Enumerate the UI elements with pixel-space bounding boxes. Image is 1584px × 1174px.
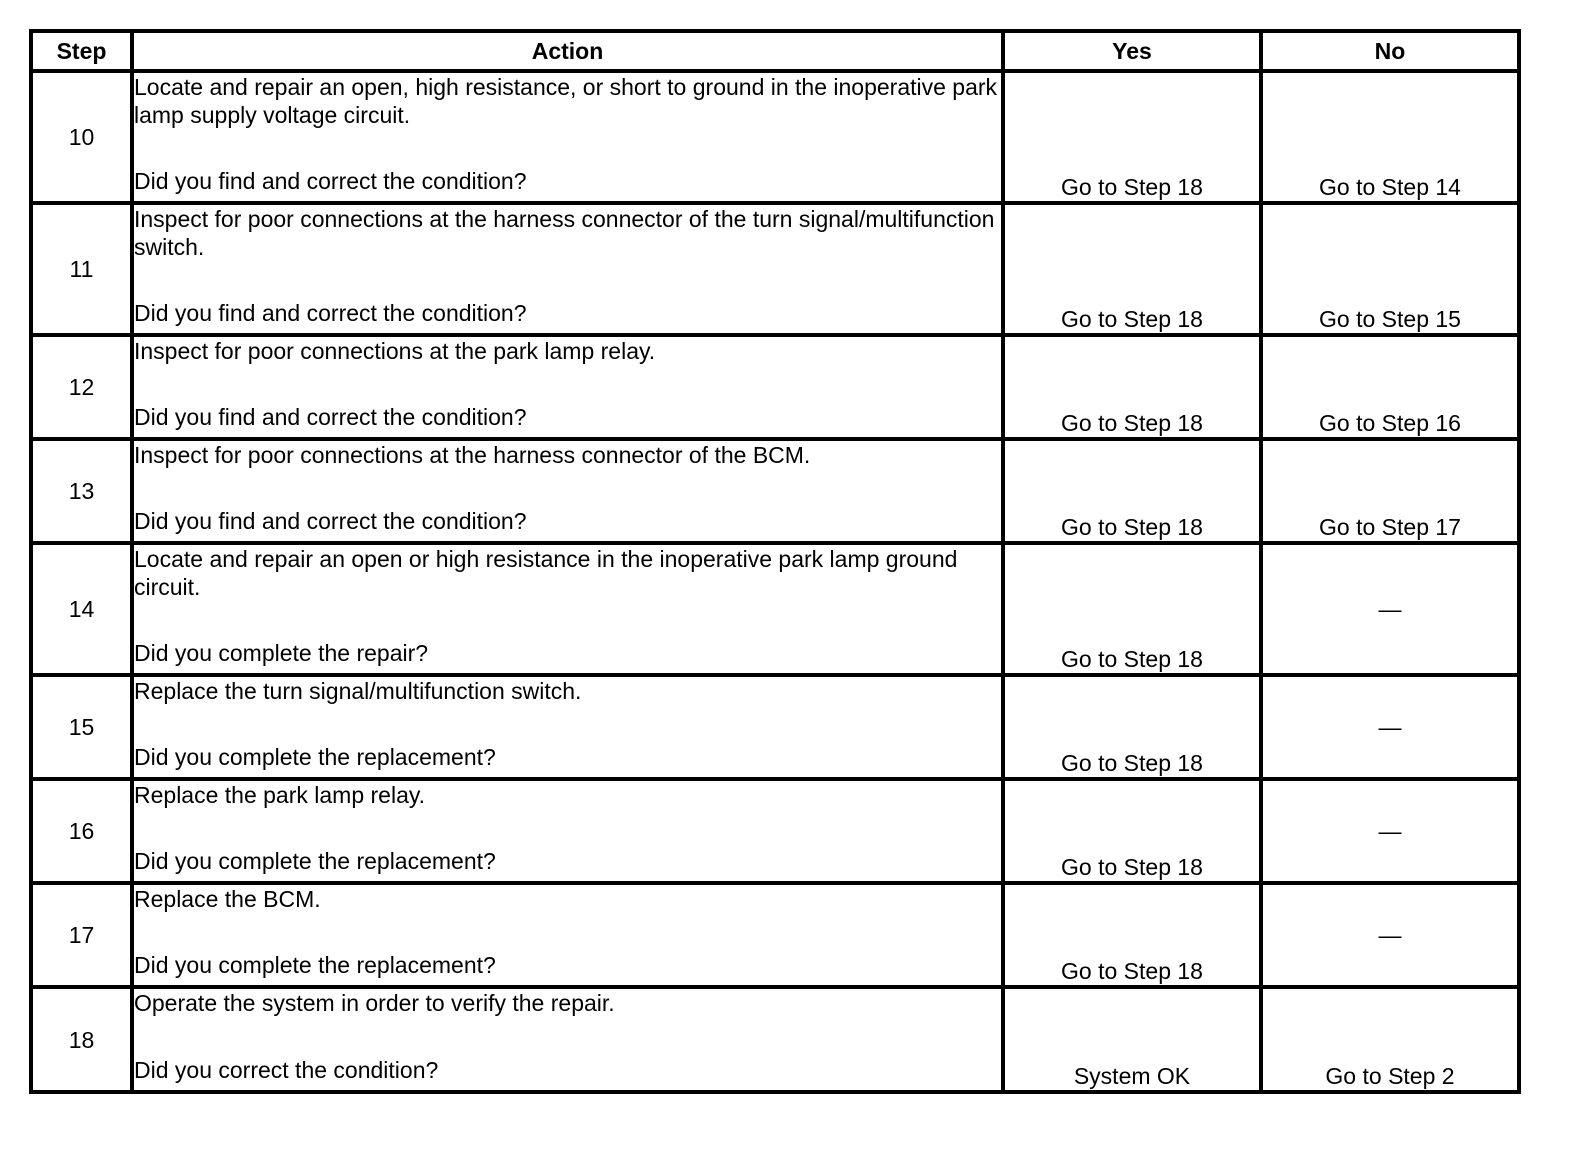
action-question: Did you find and correct the condition? xyxy=(134,404,527,430)
step-number: 12 xyxy=(31,335,132,439)
no-outcome: Go to Step 16 xyxy=(1261,335,1519,439)
table-row xyxy=(31,675,1519,779)
yes-outcome: Go to Step 18 xyxy=(1003,203,1261,335)
table-row xyxy=(31,203,1519,335)
no-outcome: Go to Step 15 xyxy=(1261,203,1519,335)
action-question: Did you complete the replacement? xyxy=(134,952,496,978)
action-cell xyxy=(132,203,1003,335)
step-number: 11 xyxy=(31,203,132,335)
step-number: 10 xyxy=(31,71,132,203)
header-row xyxy=(31,31,1519,71)
yes-outcome: Go to Step 18 xyxy=(1003,439,1261,543)
yes-outcome: Go to Step 18 xyxy=(1003,883,1261,987)
action-question: Did you correct the condition? xyxy=(134,1057,439,1083)
no-outcome: Go to Step 14 xyxy=(1261,71,1519,203)
action-question: Did you complete the repair? xyxy=(134,640,429,666)
step-number: 14 xyxy=(31,543,132,675)
action-instruction: Replace the park lamp relay. xyxy=(134,782,426,808)
step-number: 17 xyxy=(31,883,132,987)
action-instruction: Replace the turn signal/multifunction switch. xyxy=(134,678,582,704)
action-instruction: Locate and repair an open, high resistance, or short to ground in the inoperative park lamp supply voltage circuit. xyxy=(134,74,998,128)
action-cell xyxy=(132,71,1003,203)
action-question: Did you complete the replacement? xyxy=(134,744,496,770)
no-outcome: — xyxy=(1261,543,1519,675)
action-cell xyxy=(132,543,1003,675)
table-row xyxy=(31,883,1519,987)
no-outcome: — xyxy=(1261,779,1519,883)
action-instruction: Locate and repair an open or high resistance in the inoperative park lamp ground circuit. xyxy=(134,546,958,600)
header-action: Action xyxy=(132,31,1003,71)
yes-outcome: Go to Step 18 xyxy=(1003,543,1261,675)
action-instruction: Inspect for poor connections at the harness connector of the turn signal/multifunction switch. xyxy=(134,206,995,260)
action-cell xyxy=(132,987,1003,1092)
step-number: 16 xyxy=(31,779,132,883)
action-instruction: Replace the BCM. xyxy=(134,886,321,912)
diagnostic-table xyxy=(29,29,1521,1094)
table-row xyxy=(31,987,1519,1092)
no-outcome: — xyxy=(1261,883,1519,987)
yes-outcome: Go to Step 18 xyxy=(1003,71,1261,203)
table-row xyxy=(31,543,1519,675)
table-row xyxy=(31,779,1519,883)
action-cell xyxy=(132,779,1003,883)
header-step: Step xyxy=(31,31,132,71)
table-row xyxy=(31,439,1519,543)
action-question: Did you complete the replacement? xyxy=(134,848,496,874)
header-no: No xyxy=(1261,31,1519,71)
step-number: 18 xyxy=(31,987,132,1092)
table-header xyxy=(31,31,1519,71)
action-question: Did you find and correct the condition? xyxy=(134,508,527,534)
action-instruction: Inspect for poor connections at the harness connector of the BCM. xyxy=(134,442,811,468)
no-outcome: — xyxy=(1261,675,1519,779)
yes-outcome: Go to Step 18 xyxy=(1003,779,1261,883)
action-question: Did you find and correct the condition? xyxy=(134,300,527,326)
action-cell xyxy=(132,675,1003,779)
step-number: 15 xyxy=(31,675,132,779)
no-outcome: Go to Step 2 xyxy=(1261,987,1519,1092)
header-yes: Yes xyxy=(1003,31,1261,71)
action-cell xyxy=(132,335,1003,439)
yes-outcome: System OK xyxy=(1003,987,1261,1092)
action-cell xyxy=(132,883,1003,987)
table-row xyxy=(31,335,1519,439)
step-number: 13 xyxy=(31,439,132,543)
action-instruction: Operate the system in order to verify the repair. xyxy=(134,990,615,1016)
action-cell xyxy=(132,439,1003,543)
table-row xyxy=(31,71,1519,203)
action-question: Did you find and correct the condition? xyxy=(134,168,527,194)
yes-outcome: Go to Step 18 xyxy=(1003,335,1261,439)
action-instruction: Inspect for poor connections at the park lamp relay. xyxy=(134,338,656,364)
no-outcome: Go to Step 17 xyxy=(1261,439,1519,543)
table-body xyxy=(31,71,1519,1092)
yes-outcome: Go to Step 18 xyxy=(1003,675,1261,779)
